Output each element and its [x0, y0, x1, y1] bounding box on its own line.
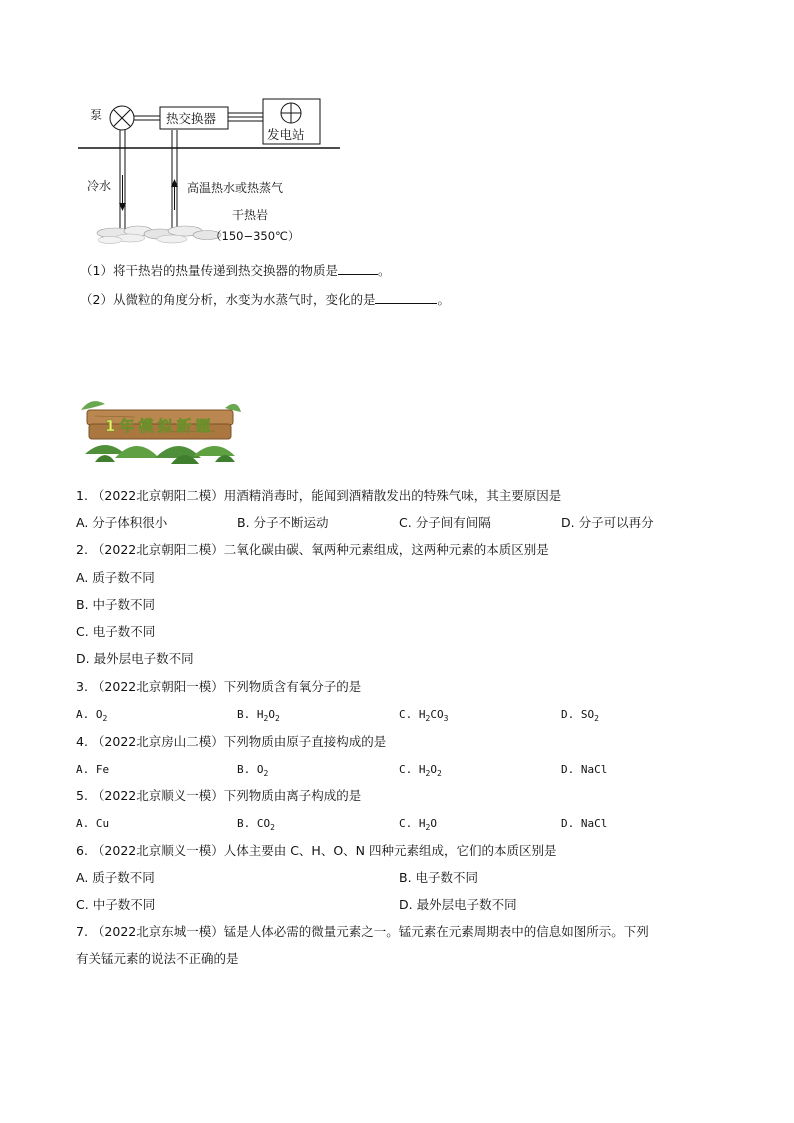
option-5c[interactable]: C. $H_2O$: [399, 817, 437, 833]
option-6b[interactable]: B. 电子数不同: [399, 870, 479, 885]
option-1a[interactable]: A. 分子体积很小: [76, 515, 168, 530]
hot-rock-label: 干热岩: [232, 208, 269, 222]
option-2a[interactable]: A. 质子数不同: [76, 570, 155, 585]
question-4: 4. （2022北京房山二模）下列物质由原子直接构成的是: [76, 734, 387, 749]
option-1d[interactable]: D. 分子可以再分: [561, 515, 654, 530]
power-station-label: 发电站: [267, 127, 305, 142]
sub-question-1: （1）将干热岩的热量传递到热交换器的物质是 。: [80, 263, 391, 278]
banner-title: 1年模拟新题: [105, 417, 215, 435]
option-2b[interactable]: B. 中子数不同: [76, 597, 156, 612]
question-7: 7. （2022北京东城一模）锰是人体必需的微量元素之一。锰元素在元素周期表中的信息如图所示。下列: [76, 924, 649, 939]
pump-icon: [110, 106, 134, 130]
option-3b[interactable]: B. $H_2O_2$: [237, 708, 280, 724]
heat-exchanger-label: 热交换器: [166, 111, 217, 126]
option-2c[interactable]: C. 电子数不同: [76, 624, 156, 639]
cold-water-label: 冷水: [87, 179, 112, 193]
option-6c[interactable]: C. 中子数不同: [76, 897, 156, 912]
option-3d[interactable]: D. $SO_2$: [561, 708, 599, 724]
geothermal-diagram: [70, 95, 360, 255]
question-1: 1. （2022北京朝阳二模）用酒精消毒时，能闻到酒精散发出的特殊气味，其主要原因是: [76, 488, 562, 503]
option-1b[interactable]: B. 分子不断运动: [237, 515, 329, 530]
option-1c[interactable]: C. 分子间有间隔: [399, 515, 491, 530]
option-3c[interactable]: C. $H_2CO_3$: [399, 708, 449, 724]
option-6d[interactable]: D. 最外层电子数不同: [399, 897, 517, 912]
answer-blank[interactable]: [338, 262, 378, 275]
question-7-continued: 有关锰元素的说法不正确的是: [76, 951, 239, 966]
pump-label: 泵: [90, 108, 103, 122]
option-2d[interactable]: D. 最外层电子数不同: [76, 651, 194, 666]
question-5: 5. （2022北京顺义一模）下列物质由离子构成的是: [76, 788, 362, 803]
question-2: 2. （2022北京朝阳二模）二氧化碳由碳、氧两种元素组成，这两种元素的本质区别是: [76, 542, 549, 557]
question-3: 3. （2022北京朝阳一模）下列物质含有氧分子的是: [76, 679, 362, 694]
option-4a[interactable]: A. Fe: [76, 763, 110, 776]
option-3a[interactable]: A. $O_2$: [76, 708, 108, 724]
option-4c[interactable]: C. $H_2O_2$: [399, 763, 442, 779]
hot-water-label: 高温热水或热蒸气: [187, 181, 284, 195]
sub-question-2: （2）从微粒的角度分析，水变为水蒸气时，变化的是 。: [80, 292, 450, 307]
hot-rock-illustration: [97, 226, 221, 244]
temperature-label: （150−350℃）: [210, 229, 300, 243]
option-6a[interactable]: A. 质子数不同: [76, 870, 155, 885]
answer-blank[interactable]: [375, 291, 437, 304]
question-6: 6. （2022北京顺义一模）人体主要由 C、H、O、N 四种元素组成，它们的本质区别是: [76, 843, 557, 858]
option-4d[interactable]: D. NaCl: [561, 763, 608, 776]
section-banner: [75, 396, 243, 466]
option-5b[interactable]: B. $CO_2$: [237, 817, 275, 833]
generator-icon: [281, 103, 301, 123]
option-5a[interactable]: A. Cu: [76, 817, 110, 830]
option-5d[interactable]: D. NaCl: [561, 817, 608, 830]
option-4b[interactable]: B. $O_2$: [237, 763, 269, 779]
